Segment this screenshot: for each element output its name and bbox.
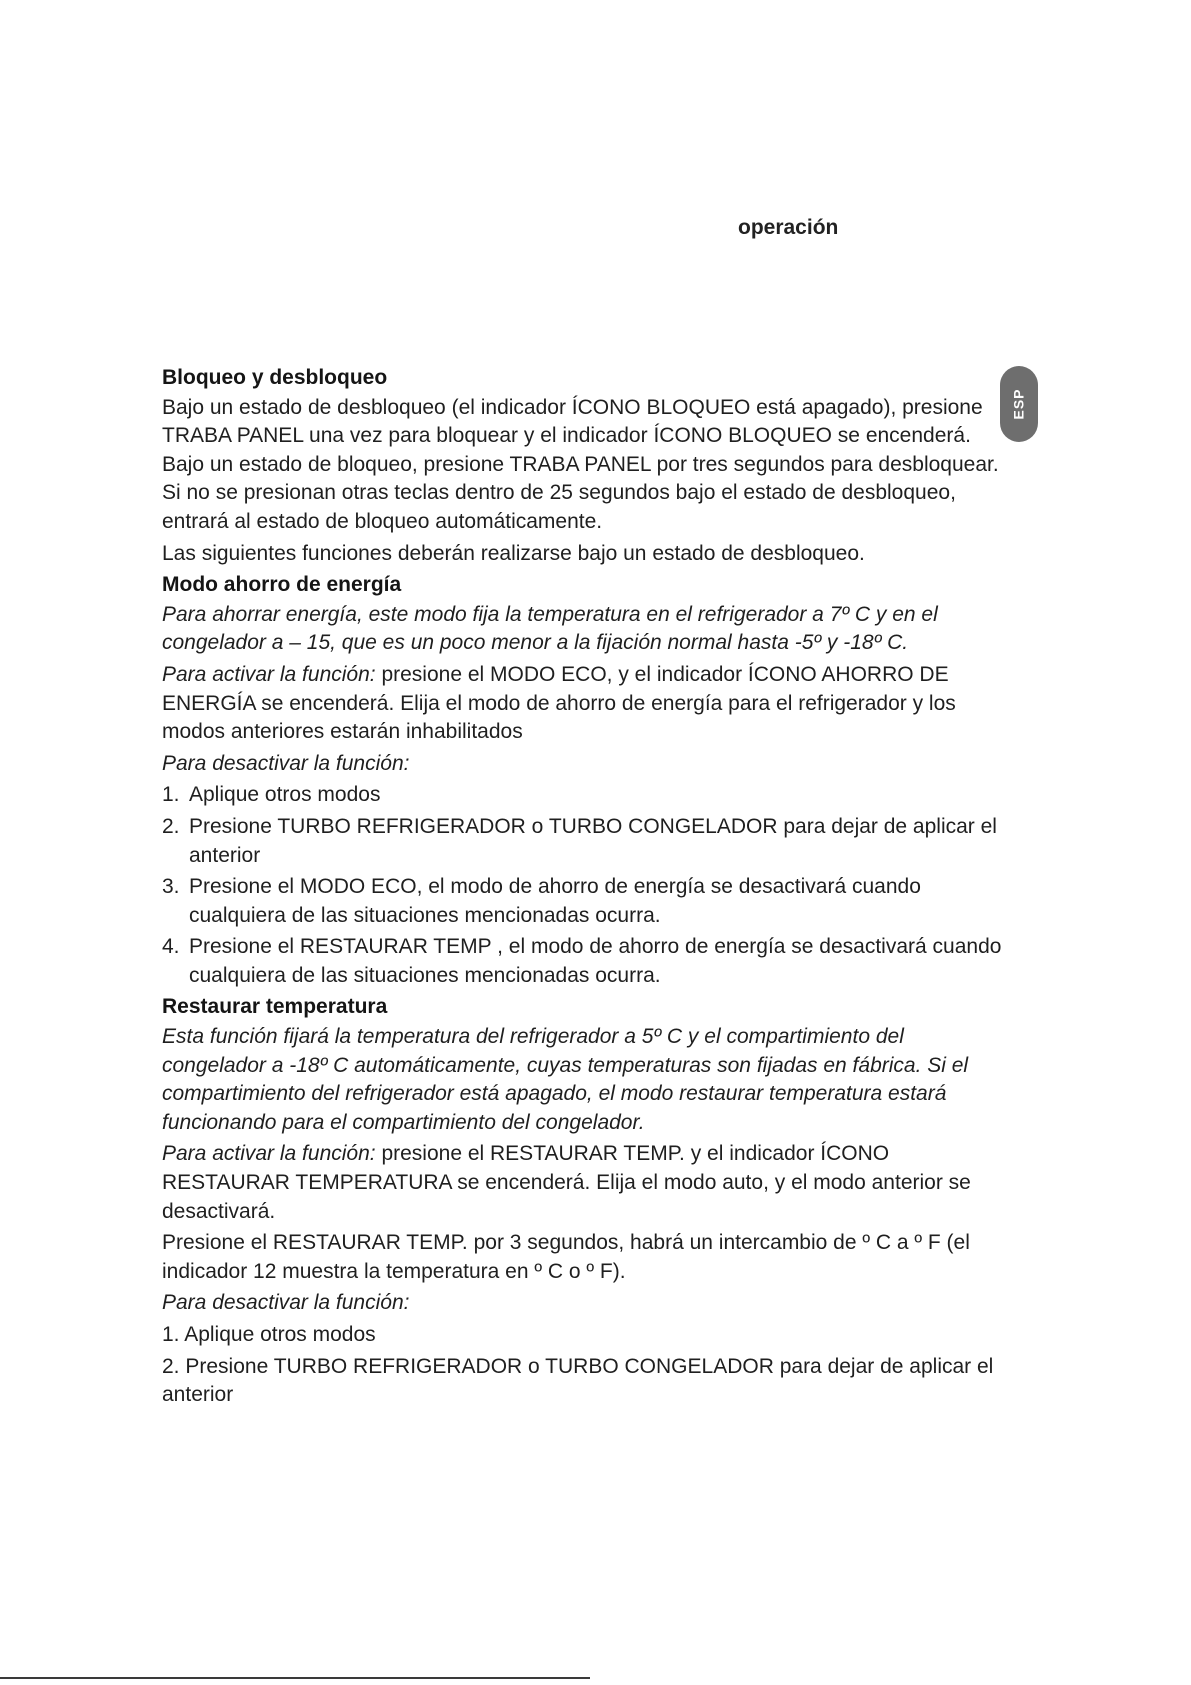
lock-paragraph: Bajo un estado de desbloqueo (el indicador ÍCONO BLOQUEO está apagado), presione TRABA PANEL una vez para bloquear y el indicador ÍCONO BLOQUEO se encenderá. Bajo un estado de bloqueo, presione TRABA PANEL por tres segundos para desbloquear. Si no se presionan otras teclas dentro de 25 segundos bajo el estado de desbloqueo, entrará al estado de bloqueo automáticamente. (162, 395, 999, 533)
eco-deactivate-list (162, 781, 1012, 990)
page-title: operación (738, 216, 839, 239)
restore-activate-label: Para activar la función: (162, 1142, 376, 1166)
language-tab-label: ESP (1010, 388, 1027, 420)
restore-activate (162, 1140, 1012, 1226)
eco-activate (162, 661, 1012, 747)
list-item: 4. Presione el RESTAURAR TEMP , el modo de ahorro de energía se desactivará cuando cualquiera de las situaciones mencionadas ocurra. (162, 935, 1002, 987)
restore-deactivate-list (162, 1321, 1012, 1410)
eco-activate-label: Para activar la función: (162, 662, 376, 686)
list-item: 3. Presione el MODO ECO, el modo de ahorro de energía se desactivará cuando cualquiera de las situaciones mencionadas ocurra. (162, 875, 921, 927)
restore-activate-text: presione el RESTAURAR TEMP. y el indicador ÍCONO RESTAURAR TEMPERATURA se encenderá. Elija el modo auto, y el modo anterior se desactivará. (162, 1142, 971, 1223)
restore-intro: Esta función fijará la temperatura del refrigerador a 5º C y el compartimiento del congelador a -18º C automáticamente, cuyas temperaturas son fijadas en fábrica. Si el compartimiento del refrigerador está apagado, el modo restaurar temperatura estará funcionando para el compartimiento del congelador. (162, 1025, 969, 1134)
section-heading-eco: Modo ahorro de energía (162, 573, 402, 597)
eco-intro: Para ahorrar energía, este modo fija la temperatura en el refrigerador a 7º C y en el congelador a – 15, que es un poco menor a la fijación normal hasta -5º y -18º C. (162, 602, 938, 655)
list-item: 1. Aplique otros modos (162, 1323, 376, 1346)
lock-note: Las siguientes funciones deberán realizarse bajo un estado de desbloqueo. (162, 541, 865, 565)
list-item: 2. Presione TURBO REFRIGERADOR o TURBO CONGELADOR para dejar de aplicar el anterior (162, 814, 997, 867)
section-heading-restore: Restaurar temperatura (162, 995, 388, 1019)
restore-deactivate-label: Para desactivar la función: (162, 1291, 410, 1315)
list-item: 2. Presione TURBO REFRIGERADOR o TURBO CONGELADOR para dejar de aplicar el anterior (162, 1354, 994, 1407)
list-item: 1. Aplique otros modos (162, 783, 381, 807)
bottom-divider (0, 1677, 590, 1679)
document-body (162, 364, 1012, 1413)
eco-activate-text: presione el MODO ECO, y el indicador ÍCONO AHORRO DE ENERGÍA se encenderá. Elija el modo de ahorro de energía para el refrigerador y los modos anteriores estarán inhabilitados (162, 662, 956, 744)
section-heading-lock: Bloqueo y desbloqueo (162, 366, 388, 389)
restore-units: Presione el RESTAURAR TEMP. por 3 segundos, habrá un intercambio de º C a º F (el indicador 12 muestra la temperatura en º C o º F). (162, 1231, 970, 1283)
eco-deactivate-label: Para desactivar la función: (162, 751, 410, 775)
